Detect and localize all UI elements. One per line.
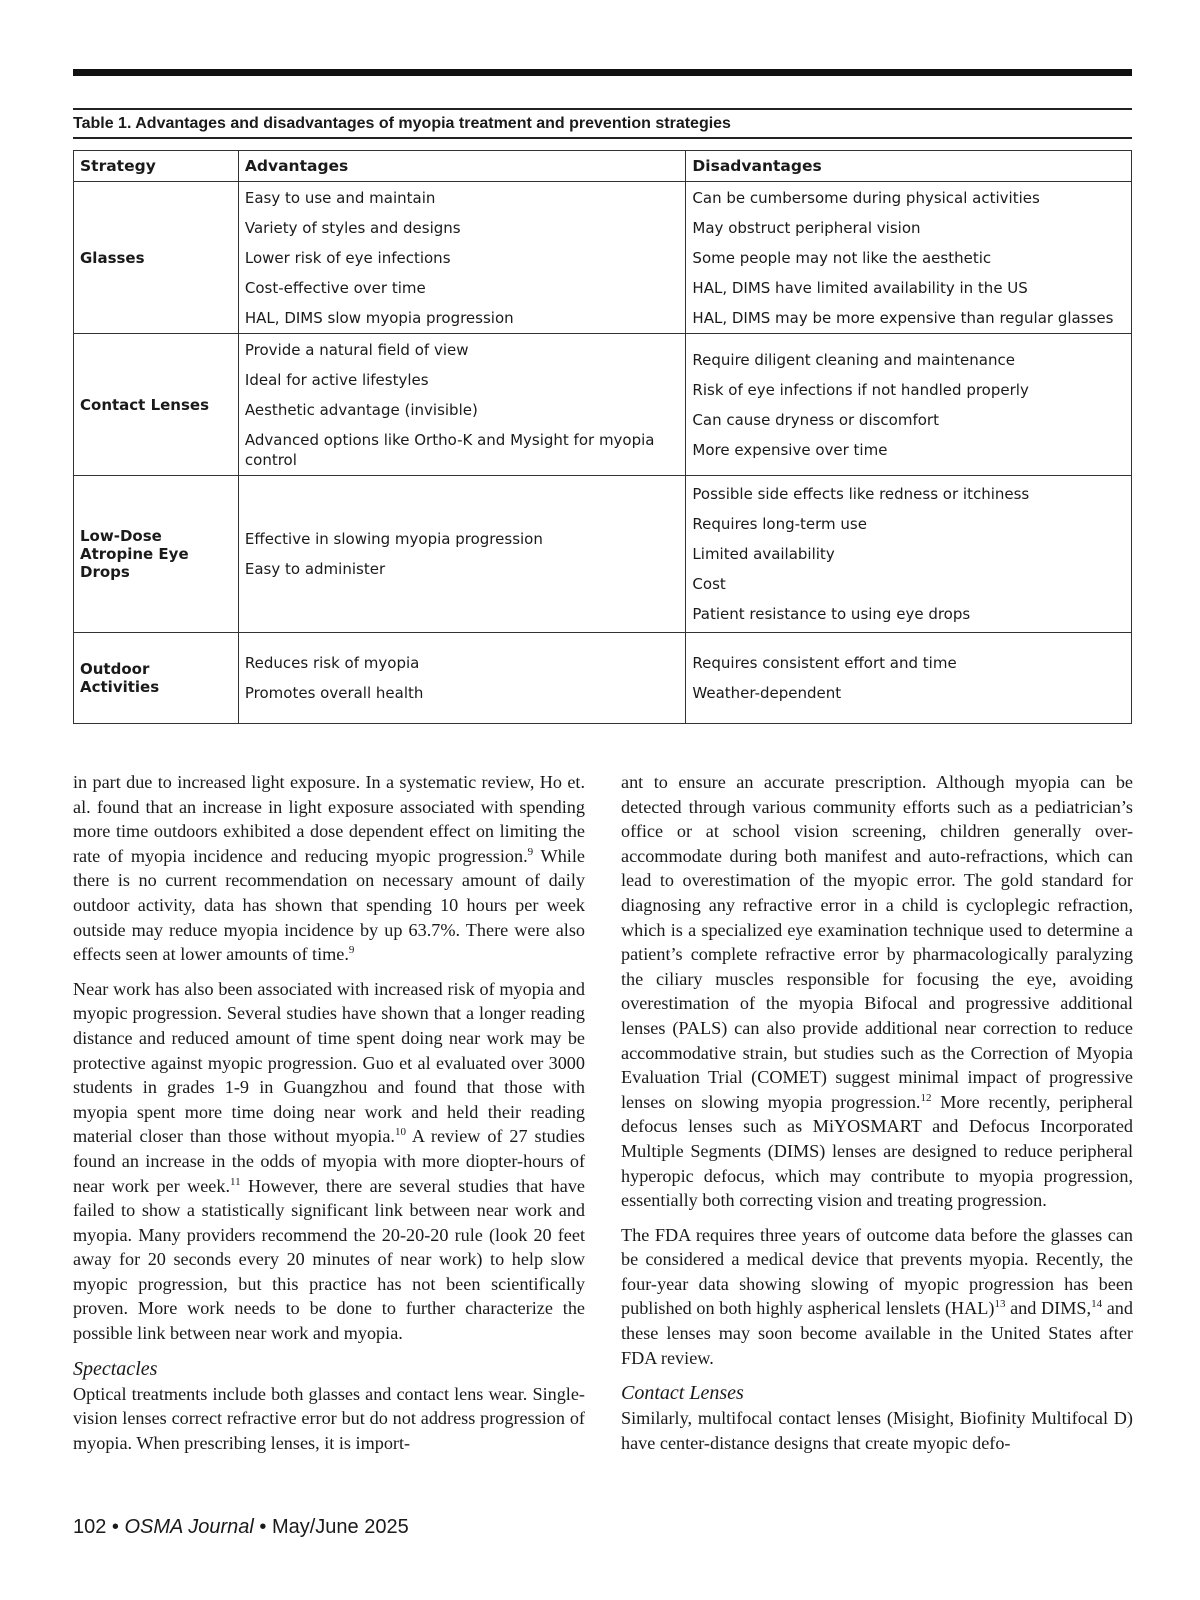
citation-ref: 9 <box>348 944 355 957</box>
disadvantages-cell <box>686 182 1132 334</box>
list-item: Requires long-term use <box>692 515 867 533</box>
text-run: ant to ensure an accurate prescription. Although myopia can be detected through various community efforts such as a pediatrician’s office or at school vision screening, children generally over-accommodate during both manifest and auto-refractions, which can lead to overestimation of the myopic error. The gold standard for diagnosing any refractive error in a child is cycloplegic refraction, which is a specialized eye examination technique used to determine a patient’s complete refractive error by pharmacologically paralyzing the ciliary muscles responsible for focusing the eye, avoiding overestimation of the myopia Bifocal and progressive additional lenses (PALS) can also provide additional near correction to reduce accommodative strain, but studies such as the Correction of Myopia Evaluation Trial (COMET) suggest minimal impact of progressive lenses on slowing myopia progression. <box>621 772 1133 1112</box>
page-footer <box>73 1516 409 1539</box>
citation-ref: 11 <box>230 1175 241 1188</box>
footer-separator: • <box>253 1516 272 1538</box>
journal-name: OSMA Journal <box>124 1516 254 1538</box>
strategy-cell: Outdoor Activities <box>74 633 239 724</box>
text-run: and DIMS, <box>1005 1298 1092 1319</box>
table-caption-box <box>73 108 1132 139</box>
list-item: Risk of eye infections if not handled properly <box>692 380 1029 399</box>
disadvantages-cell <box>686 334 1132 476</box>
list-item: Can cause dryness or discomfort <box>692 410 939 429</box>
table-row-atropine <box>74 476 1132 633</box>
table-title: Table 1. Advantages and disadvantages of myopia treatment and prevention strategies <box>73 115 731 132</box>
text-run: and these lenses may soon become available in the United States after FDA review. <box>621 1298 1133 1368</box>
list-item: Lower risk of eye infections <box>244 248 451 267</box>
text-run: However, there are several studies that have failed to show a statistically significant link between near work and myopia. Many providers recommend the 20-20-20 rule (look 20 feet away for 20 seconds every 20 minutes of near work) to help slow myopic progression, but this practice has not been scientifically proven. More work needs to be done to further characterize the possible link between near work and myopia. <box>73 1175 585 1344</box>
list-item: Cost <box>692 575 726 593</box>
advantages-cell <box>238 182 686 334</box>
list-item: HAL, DIMS may be more expensive than regular glasses <box>692 308 1114 327</box>
citation-ref: 13 <box>994 1298 1006 1311</box>
paragraph-near-work <box>73 977 585 1346</box>
paragraph-optical-treatments: Optical treatments include both glasses and contact lens wear. Single-vision lenses correct refractive error but do not address progression of myopia. When prescribing lenses, it is import- <box>73 1383 585 1453</box>
text-run: More recently, peripheral defocus lenses such as MiYOSMART and Defocus Incorporated Multiple Segments (DIMS) lenses are designed to reduce peripheral hyperopic defocus, which may contribute to myopia progression, essentially both correcting vision and treating progression. <box>621 1091 1133 1211</box>
citation-ref: 9 <box>527 845 534 858</box>
list-item: HAL, DIMS slow myopia progression <box>244 308 514 327</box>
list-item: Reduces risk of myopia <box>244 654 420 672</box>
citation-ref: 10 <box>394 1126 406 1139</box>
list-item: Provide a natural field of view <box>244 340 469 359</box>
list-item: Ideal for active lifestyles <box>244 370 429 389</box>
list-item: May obstruct peripheral vision <box>692 218 921 237</box>
top-rule <box>73 69 1132 76</box>
list-item: Patient resistance to using eye drops <box>692 605 971 623</box>
list-item: Promotes overall health <box>244 684 424 702</box>
header-disadvantages: Disadvantages <box>686 151 1132 182</box>
strategy-cell: Contact Lenses <box>74 334 239 476</box>
disadvantages-cell <box>686 476 1132 633</box>
list-item: More expensive over time <box>692 440 888 459</box>
right-text-column <box>621 770 1133 1465</box>
disadvantages-cell <box>686 633 1132 724</box>
list-item: Require diligent cleaning and maintenance <box>692 350 1015 369</box>
strategy-cell: Glasses <box>74 182 239 334</box>
text-run: in part due to increased light exposure. In a systematic review, Ho et. al. found that an increase in light exposure associated with spending more time outdoors exhibited a dose dependent effect on limiting the rate of myopia incidence and reducing myopic progression. <box>73 772 585 866</box>
table-row-glasses <box>74 182 1132 334</box>
citation-ref: 14 <box>1091 1298 1103 1311</box>
list-item: Advanced options like Ortho-K and Mysight for myopia control <box>244 430 655 469</box>
section-heading-spectacles: Spectacles <box>73 1357 158 1380</box>
list-item: Possible side effects like redness or itchiness <box>692 485 1030 503</box>
advantages-cell <box>238 476 686 633</box>
text-run: A review of 27 studies found an increase in the odds of myopia with more diopter-hours of near work per week. <box>73 1126 586 1196</box>
issue-date: May/June 2025 <box>271 1516 409 1538</box>
list-item: Can be cumbersome during physical activities <box>692 188 1040 207</box>
paragraph-light-exposure <box>73 770 585 967</box>
section-heading-contact-lenses: Contact Lenses <box>621 1382 744 1405</box>
advantages-cell <box>238 633 686 724</box>
list-item: Cost-effective over time <box>244 278 426 297</box>
page-number: 102 <box>73 1516 107 1538</box>
list-item: Variety of styles and designs <box>244 218 461 237</box>
list-item: Limited availability <box>692 545 835 563</box>
strategy-cell: Low-Dose Atropine Eye Drops <box>74 476 239 633</box>
header-strategy: Strategy <box>74 151 239 182</box>
list-item: Weather-dependent <box>692 684 842 702</box>
list-item: Aesthetic advantage (invisible) <box>244 400 478 419</box>
strategy-table <box>73 150 1132 724</box>
text-run: The FDA requires three years of outcome data before the glasses can be considered a medical device that prevents myopia. Recently, the four-year data showing slowing of myopic progression has been published on both highly aspherical lenslets (HAL) <box>621 1224 1133 1319</box>
list-item: HAL, DIMS have limited availability in the US <box>692 278 1028 297</box>
list-item: Some people may not like the aesthetic <box>692 248 992 267</box>
list-item: Easy to use and maintain <box>244 188 436 207</box>
paragraph-fda <box>621 1223 1133 1371</box>
list-item: Effective in slowing myopia progression <box>244 530 543 548</box>
citation-ref: 12 <box>920 1091 932 1104</box>
text-run: Near work has also been associated with increased risk of myopia and myopic progression. Several studies have shown that a longer reading distance and reduced amount of time spent doing near work may be protective against myopic progression. Guo et al evaluated over 3000 students in grades 1-9 in Guangzhou and found that those with myopia spent more time doing near work and held their reading material closer than those without myopia. <box>73 978 585 1147</box>
table-header-row <box>74 151 1132 182</box>
list-item: Requires consistent effort and time <box>692 654 957 672</box>
table-row-outdoor <box>74 633 1132 724</box>
text-run: While there is no current recommendation on necessary amount of daily outdoor activity, data has shown that spending 10 hours per week outside may reduce myopia incidence by up 63.7%. There were also effects seen at lower amounts of time. <box>73 845 585 965</box>
paragraph-multifocal: Similarly, multifocal contact lenses (Misight, Biofinity Multifocal D) have center-distance designs that create myopic defo- <box>621 1408 1133 1453</box>
paragraph-prescription <box>621 770 1133 1213</box>
table-row-contact-lenses <box>74 334 1132 476</box>
advantages-cell <box>238 334 686 476</box>
list-item: Easy to administer <box>244 560 386 578</box>
header-advantages: Advantages <box>238 151 686 182</box>
left-text-column <box>73 770 585 1465</box>
footer-separator: • <box>106 1516 125 1538</box>
